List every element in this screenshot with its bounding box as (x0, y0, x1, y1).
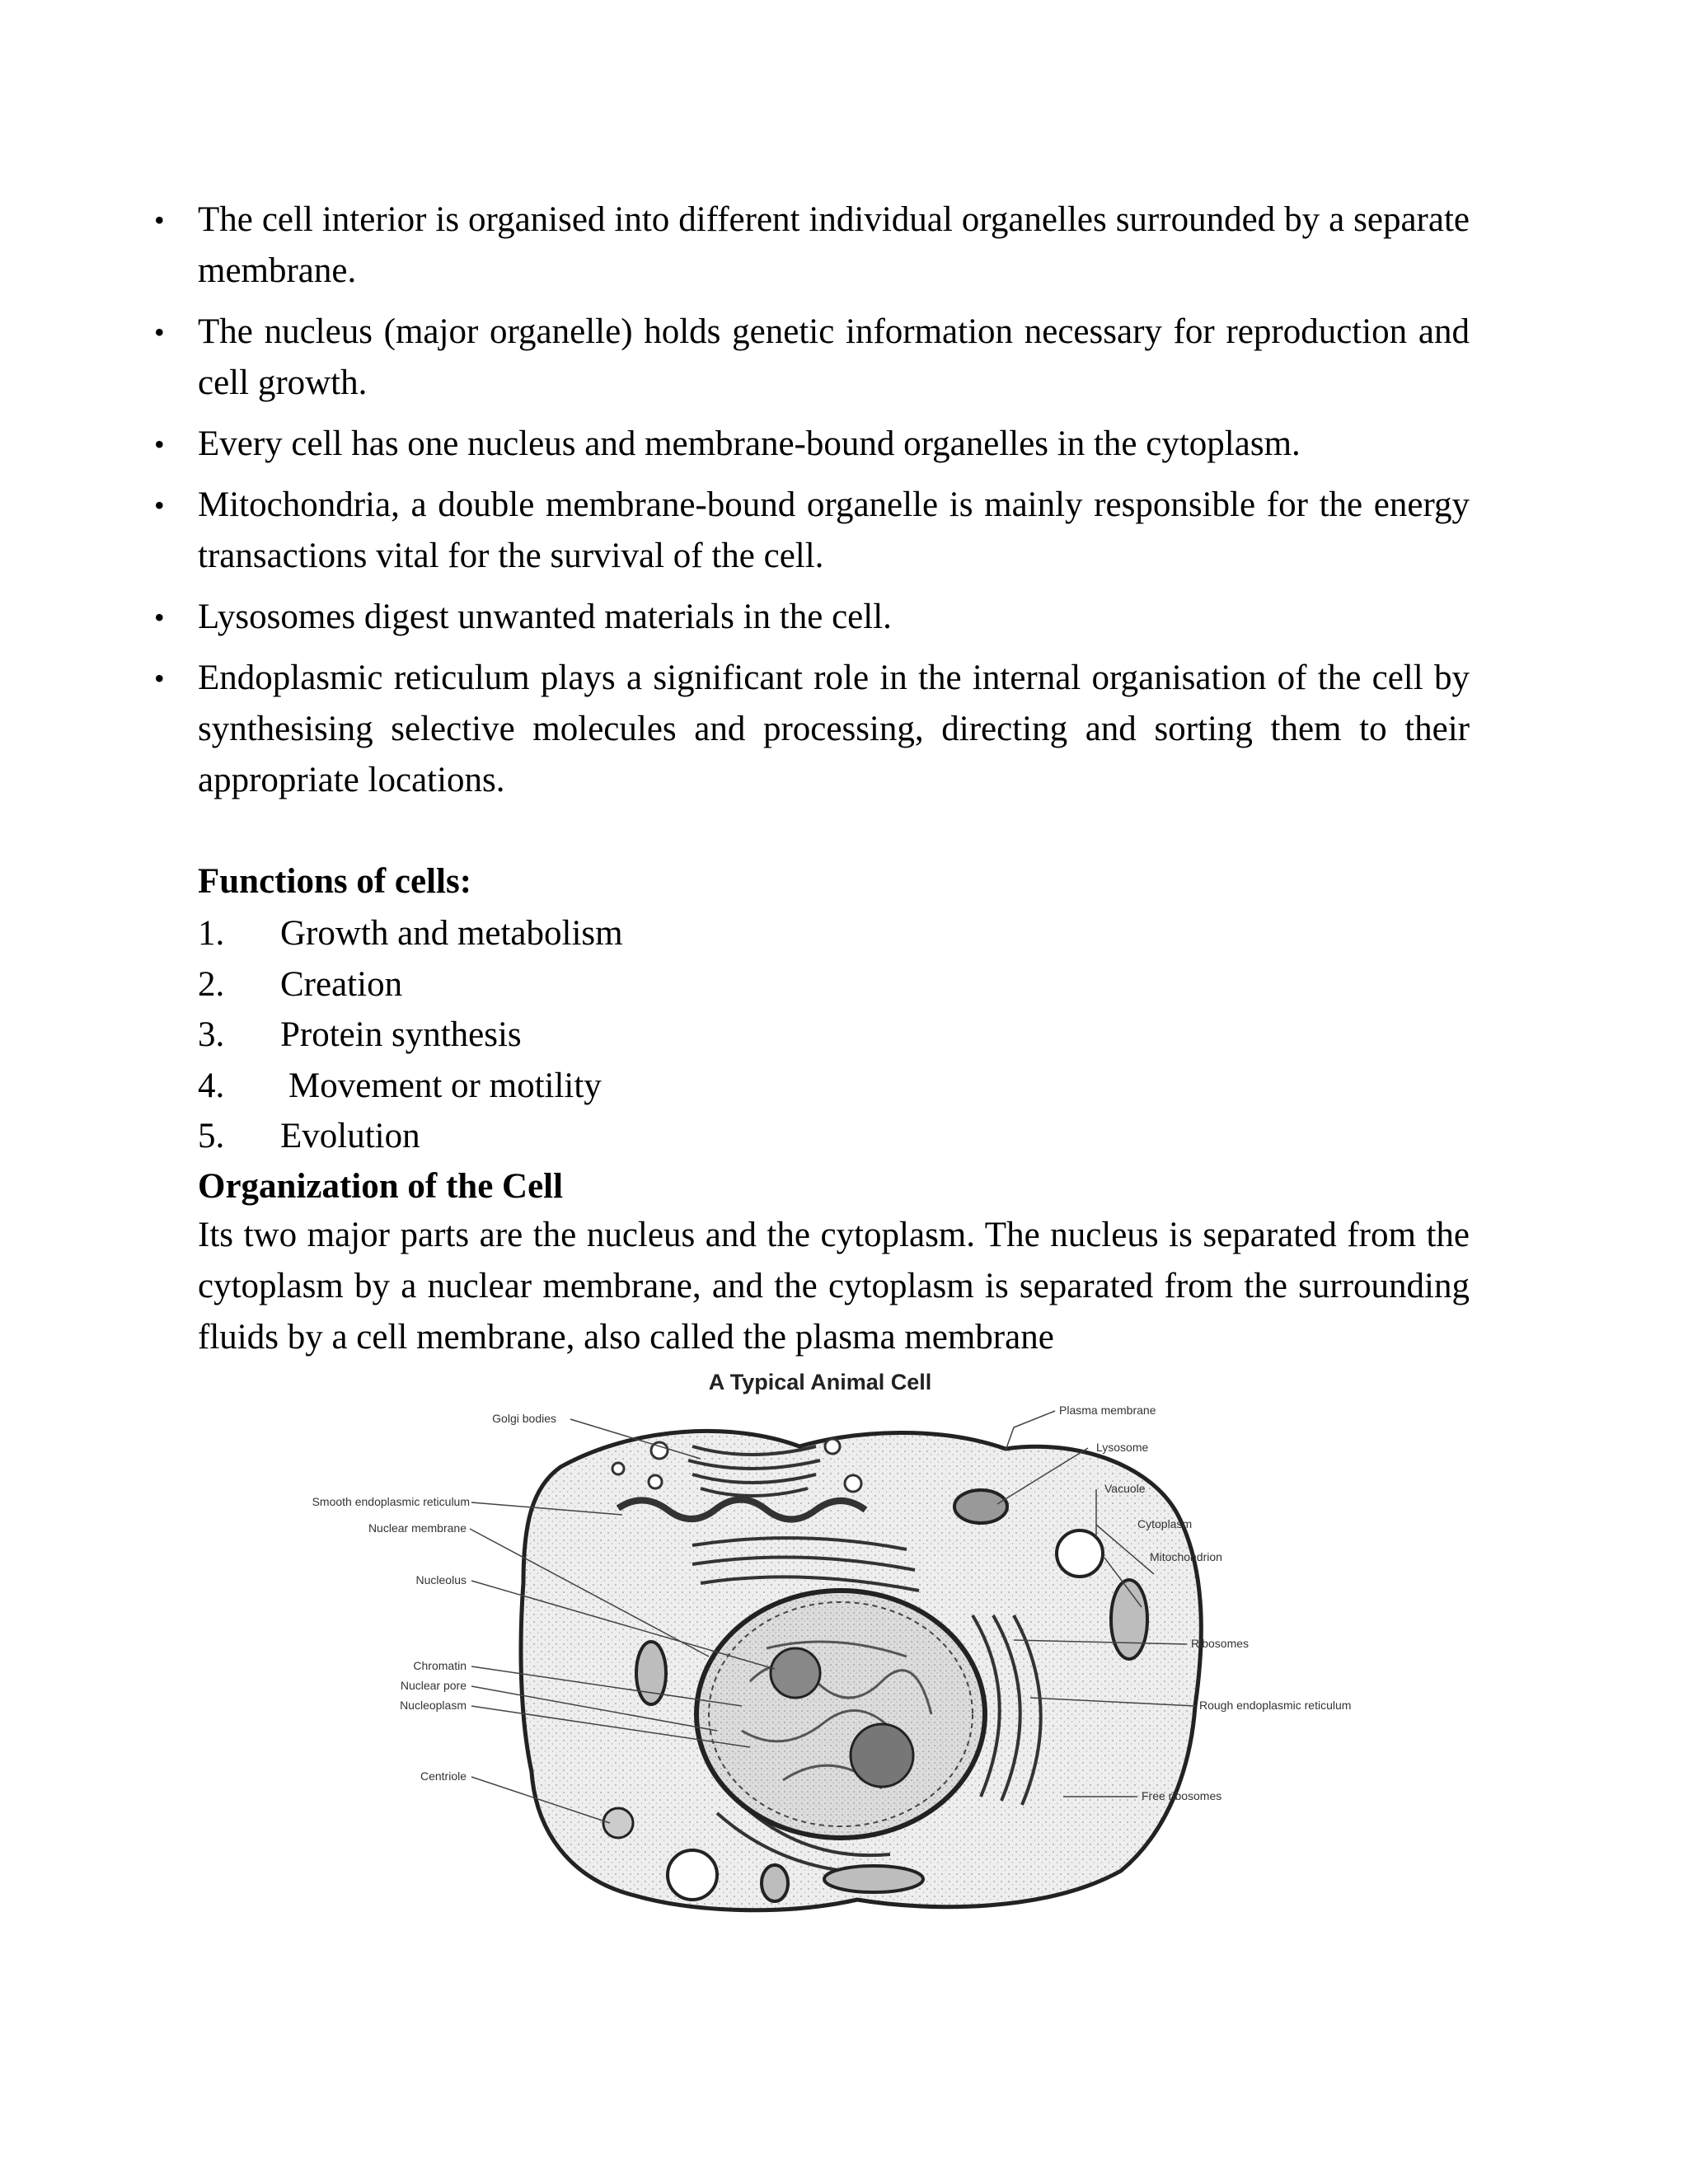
bullet-item: • The cell interior is organised into different individual organelles surrounded by a separate membrane. (144, 194, 1470, 297)
centriole-shape (603, 1808, 633, 1838)
bullet-dot-icon: • (154, 489, 165, 522)
bullet-dot-icon: • (154, 316, 165, 349)
bullet-dot-icon: • (154, 601, 165, 634)
label-nuclear-pore: Nuclear pore (400, 1679, 467, 1692)
label-ribosomes: Ribosomes (1191, 1637, 1250, 1650)
label-nucleoplasm: Nucleoplasm (400, 1699, 467, 1712)
bullet-list (144, 194, 1470, 816)
label-nucleolus: Nucleolus (415, 1573, 467, 1586)
label-nuclear-membrane: Nuclear membrane (368, 1521, 467, 1535)
label-chromatin: Chromatin (413, 1659, 467, 1672)
nucleolus-shape-2 (851, 1724, 913, 1787)
bullet-item: • Lysosomes digest unwanted materials in the cell. (144, 592, 1470, 643)
bullet-item: • The nucleus (major organelle) holds genetic information necessary for reproduction and cell growth. (144, 307, 1470, 409)
organization-paragraph: Its two major parts are the nucleus and the cytoplasm. The nucleus is separated from the cytoplasm by a nuclear membrane, and the cytoplasm is separated from the surrounding fluids by a cell membrane, also called the plasma membrane (198, 1216, 1470, 1357)
lysosome-shape (954, 1490, 1007, 1523)
bullet-dot-icon: • (154, 662, 165, 695)
label-vacuole: Vacuole (1104, 1482, 1146, 1495)
bullet-dot-icon: • (154, 204, 165, 237)
organization-heading: Organization of the Cell (198, 1167, 564, 1206)
label-golgi-bodies: Golgi bodies (492, 1412, 556, 1425)
label-rough-er: Rough endoplasmic reticulum (1199, 1699, 1352, 1712)
bullet-dot-icon: • (154, 428, 165, 461)
label-plasma-membrane: Plasma membrane (1059, 1404, 1156, 1417)
label-lysosome: Lysosome (1096, 1441, 1149, 1454)
vacuole-shape-2 (668, 1850, 717, 1900)
functions-heading: Functions of cells: (198, 862, 472, 901)
figure-title: A Typical Animal Cell (708, 1370, 932, 1394)
bullet-item: • Mitochondria, a double membrane-bound organelle is mainly responsible for the energy transactions vital for the survival of the cell. (144, 480, 1470, 582)
label-cytoplasm: Cytoplasm (1137, 1517, 1193, 1530)
label-smooth-er: Smooth endoplasmic reticulum (312, 1495, 470, 1508)
label-free-ribosomes: Free ribosomes (1142, 1789, 1222, 1802)
bullet-item: • Every cell has one nucleus and membrane-bound organelles in the cytoplasm. (144, 419, 1470, 470)
vacuole-shape (1057, 1530, 1103, 1577)
animal-cell-figure (206, 1368, 1459, 1929)
label-mitochondrion: Mitochondrion (1150, 1550, 1222, 1563)
bullet-item: • Endoplasmic reticulum plays a significant role in the internal organisation of the cell by synthesising selective molecules and processing, directing and sorting them to their appropriate locations. (144, 653, 1470, 806)
nucleolus-shape (771, 1648, 820, 1698)
document-page: • The cell interior is organised into different individual organelles surrounded by a separate membrane. • The nucleus (major organelle) holds genetic information necessary for reproduction and cell growth. • Every cell has one nucleus and membrane-bound organelles in the cytoplasm. • Mitochondria, a double membrane-bound organelle is mainly responsible for the energy transactions vital for the survival of the cell. • Lysosomes digest unwanted materials in the cell. • Endoplasmic reticulum plays a significant role in the internal organisation of the cell by synthesising selective molecules and processing, directing and sorting them to their appropriate locations. Functions of cells: 1. Growth and metabolism 2. Creation 3. Protein synthesis 4. Movement or motility 5. Evolution Organization of the Cell Its two major parts are the nucleus and the cytoplasm. The nucleus is separated from the cytoplasm by a nuclear membrane, and the cytoplasm is separated from the surrounding fluids by a cell membrane, also called the plasma membrane A Typical Animal Cell Golgi bodies Smooth endoplasmic reticulum Nuclear membrane Nucleolus Chromatin Nuclear pore Nucleoplasm Centriole Plasma membrane Lysosome Vacuole Cytoplasm Mitochondrion Ribosomes Rough endoplasmic reticulum Free ribosomes (0, 0, 1688, 2184)
label-centriole: Centriole (420, 1769, 467, 1783)
animal-cell-diagram (206, 1368, 1459, 1929)
